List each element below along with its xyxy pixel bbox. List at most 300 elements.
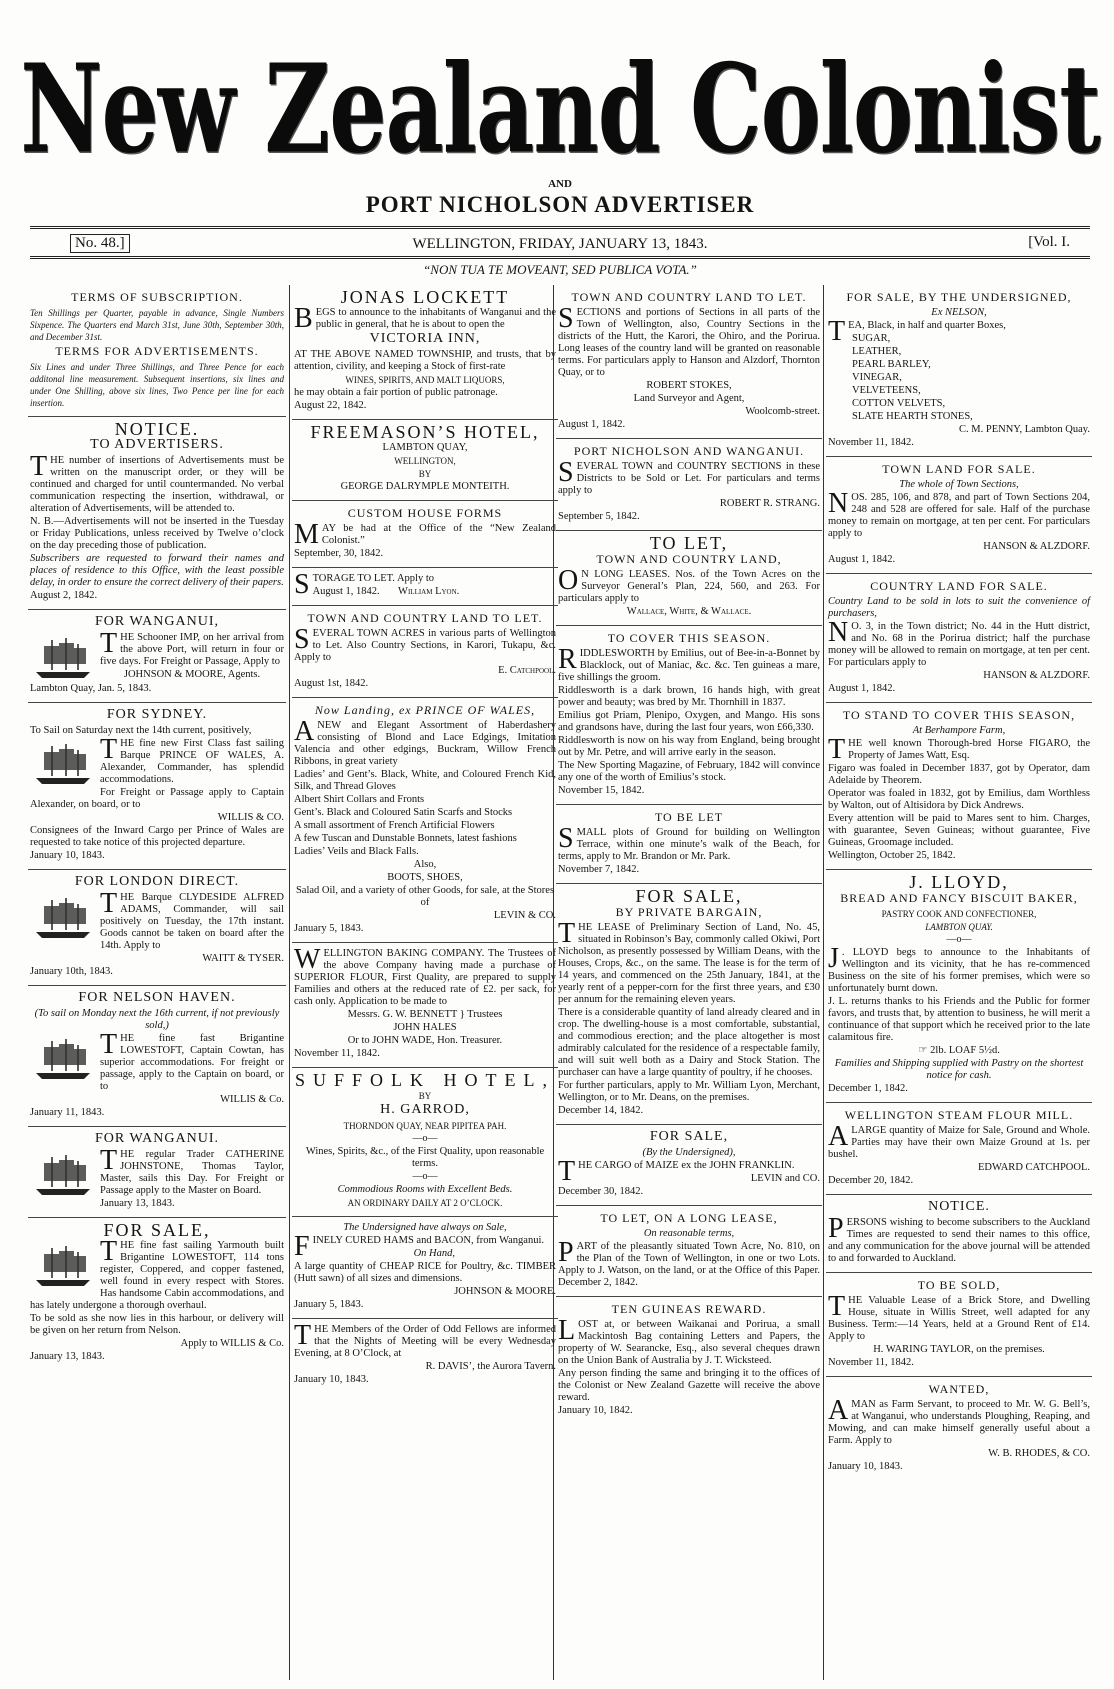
ad-on-hand: On Hand, (413, 1248, 455, 1259)
ad-text (828, 1213, 1090, 1265)
masthead (20, 0, 1100, 278)
ad-signature-2: Land Surveyor and Agent, (633, 393, 745, 404)
ad-body: O. 3, in the Town district; No. 44 in the Hutt district, and No. 68 in the Porirua district; half the purchase money will be allowed to remain on mortgage, at ten per cent. For particulars apply to (828, 621, 1090, 668)
drop-cap: T (100, 628, 118, 659)
ad-heading: TO LET, ON A LONG LEASE, (600, 1211, 778, 1225)
ad-tolet (556, 531, 822, 626)
ad-heading: FOR WANGANUI, (95, 614, 219, 629)
ad-date: January 11, 1843. (30, 1107, 105, 1118)
ad-signature: ROBERT R. STRANG. (719, 498, 820, 509)
ad-text-4: Every attention will be paid to Mares sent to him. Charges, with guarantee, Seven Guineas; without guarantee, Five Guineas, Groomage included. (828, 813, 1090, 848)
ad-subheading: Country Land to be sold in lots to suit the convenience of purchasers, (828, 596, 1090, 619)
ad-text (294, 303, 556, 334)
goods-item: COTTON VELVETS, (852, 398, 946, 409)
ad-heading: TEN GUINEAS REWARD. (611, 1302, 767, 1316)
ad-signature: EDWARD CATCHPOOL. (977, 1162, 1090, 1173)
inn-name: VICTORIA INN, (369, 331, 481, 346)
terms-advert-heading: TERMS FOR ADVERTISEMENTS. (55, 344, 259, 358)
ad-text (294, 1320, 556, 1360)
ad-proprietor: H. GARROD, (380, 1102, 470, 1117)
goods-item: PEARL BARLEY, (852, 359, 931, 370)
ad-body: HE Members of the Order of Odd Fellows are informed that the Nights of Meeting will be every Wednesday Evening, at 8 O’Clock, at (294, 1324, 556, 1359)
goods-item: A small assortment of French Artificial Flowers (294, 820, 495, 831)
ad-prince-of-wales (292, 698, 558, 943)
drop-cap: T (100, 888, 118, 919)
trustee-line: Messrs. G. W. BENNETT } Trustees (347, 1009, 503, 1020)
ad-sale-okiwi (556, 884, 822, 1125)
ad-body: INELY CURED HAMS and BACON, from Wanganui. (312, 1235, 544, 1246)
drop-cap: T (294, 1320, 312, 1351)
ad-townland (292, 606, 558, 698)
drop-cap: T (100, 1145, 118, 1176)
ad-body: MAN as Farm Servant, to proceed to Mr. W. G. Bell’s, at Wanganui, who understands Ploughing, Reaping, and Mowing, and can make himself generally useful about a Farm. Apply to (828, 1399, 1090, 1446)
ad-signature: Wallace, White, & Wallace. (626, 606, 752, 617)
column-2 (292, 285, 558, 1685)
ad-body: AY be had at the Office of the “New Zealand Colonist.” (321, 523, 556, 546)
ad-date: November 11, 1842. (294, 1048, 380, 1059)
ad-signature: C. M. PENNY, Lambton Quay. (959, 424, 1090, 435)
ad-heading: TO LET, (649, 533, 729, 553)
ad-line: BY (418, 469, 432, 479)
ornament: —o— (412, 1171, 438, 1182)
drop-cap: T (828, 316, 846, 347)
ad-heading: PORT NICHOLSON AND WANGANUI. (573, 444, 805, 458)
goods-item: SLATE HEARTH STONES, (852, 411, 973, 422)
ship-icon (32, 1151, 96, 1199)
ad-signature: Apply to WILLIS & Co. (180, 1338, 284, 1349)
ad-lead: The Undersigned have always on Sale, (343, 1222, 507, 1233)
ship-icon (32, 1035, 96, 1083)
ad-subheading: (By the Undersigned), (642, 1147, 736, 1158)
ad-subheading: BREAD AND FANCY BISCUIT BAKER, (840, 891, 1078, 905)
ad-body: LARGE quantity of Maize for Sale, Ground and Whole. Parties may have their own Maize Ground at 1s. per bushel. (828, 1125, 1090, 1160)
ad-heading: TO COVER THIS SEASON. (607, 631, 771, 645)
ad-tobelet (556, 805, 822, 884)
ad-date: January 5, 1843. (294, 1299, 364, 1310)
ad-date: August 1, 1842. (828, 554, 896, 565)
ad-line: GEORGE DALRYMPLE MONTEITH. (340, 481, 510, 492)
ad-address: THORNDON QUAY, NEAR PIPITEA PAH. (343, 1121, 507, 1131)
ad-text-3: Operator was foaled in 1832, got by Emilius, dam Worthless by Walton, out of Altisidora by Dick Andrews. (828, 788, 1090, 811)
masthead-rule-top (30, 226, 1090, 229)
ad-heading: TO STAND TO COVER THIS SEASON, (842, 708, 1076, 722)
notice-heading: NOTICE. (114, 419, 200, 439)
loaf-price-text: 2lb. LOAF 5½d. (930, 1045, 1000, 1056)
drop-cap: B (294, 303, 313, 334)
ad-heading: TO BE SOLD, (917, 1278, 1001, 1292)
ad-text (558, 1237, 820, 1289)
ad-date: August 1, 1842. (312, 586, 380, 597)
ad-body: . LLOYD begs to announce to the Inhabitants of Wellington and its vicinity, that he has re-commenced Business on the site of his former premises, which were so unfortunately burnt down. (828, 947, 1090, 994)
ad-text-2: To be sold as she now lies in this harbour, or delivery will be given on her return from Nelson. (30, 1313, 284, 1336)
ad-date: November 11, 1842. (828, 437, 914, 448)
notice-para (30, 451, 284, 515)
ad-text-4: he may obtain a fair portion of public patronage. (294, 387, 498, 398)
ad-date: December 1, 1842. (828, 1083, 908, 1094)
drop-cap: R (558, 644, 577, 675)
ad-reward (556, 1297, 822, 1424)
ad-text (294, 624, 556, 664)
issue-date: WELLINGTON, FRIDAY, JANUARY 13, 1843. (412, 236, 708, 252)
drop-cap: T (100, 1236, 118, 1267)
drop-cap: S (558, 303, 574, 334)
ad-text (828, 734, 1090, 765)
column-1 (28, 285, 286, 1685)
drop-cap: P (558, 1237, 574, 1268)
ad-heading: FOR SALE, BY THE UNDERSIGNED, (846, 290, 1072, 304)
drop-cap: S (294, 624, 310, 655)
ad-text (294, 716, 556, 768)
ad-body: HE CARGO of MAIZE ex the JOHN FRANKLIN. (578, 1160, 795, 1171)
ad-date: September 5, 1842. (558, 511, 640, 522)
ad-signature: WILLIS & CO. (217, 812, 284, 823)
ad-country-land (826, 574, 1092, 703)
column-rule (289, 285, 290, 1680)
column-rule (823, 285, 824, 1680)
ad-text (828, 617, 1090, 669)
ad-date: January 13, 1843. (30, 1351, 105, 1362)
drop-cap: J (828, 943, 839, 974)
ad-text-3: WINES, SPIRITS, AND MALT LIQUORS, (345, 375, 505, 385)
ad-text-3: For further particulars, apply to Mr. William Lyon, Merchant, Wellington, or to Mr. Deans, on the premises. (558, 1080, 820, 1103)
drop-cap: P (828, 1213, 844, 1244)
ad-text (558, 1315, 820, 1367)
ad-text (828, 1121, 1090, 1161)
goods-item: A few Tuscan and Dunstable Bonnets, latest fashions (294, 833, 517, 844)
ad-subheading: Ex NELSON, (931, 307, 987, 318)
ad-heading: J. LLOYD, (909, 872, 1009, 892)
ad-body: HE LEASE of Preliminary Section of Land, No. 45, situated in Robinson’s Bay, commonly called Okiwi, Port Nicholson, as presently possessed by William Deans, with the Houses, Crops, &c., on the same. The lease is for the term of 14 years, and commenced on the 25th January, 1841, at the yearly rent of a pepper-corn for the first three years, and £30 per annum for the remaining eleven years. (558, 922, 820, 1005)
ad-customs (292, 501, 558, 568)
ad-body: EGS to announce to the inhabitants of Wanganui and the public in general, that he is about to open the (315, 307, 556, 330)
ad-lead: (To sail on Monday next the 16th current, if not previously sold,) (34, 1008, 280, 1031)
ad-subheading: On reasonable terms, (643, 1228, 735, 1239)
ad-signature: WAITT & TYSER. (202, 953, 284, 964)
ad-text-2: Salad Oil, and a variety of other Goods, for sale, at the Stores of (295, 885, 555, 908)
goods-item: VELVETEENS, (852, 385, 921, 396)
ad-body: TORAGE TO LET. Apply to (312, 573, 435, 584)
newspaper-subtitle: PORT NICHOLSON ADVERTISER (365, 192, 755, 217)
ad-cover-riddlesworth (556, 626, 822, 805)
ad-body: ART of the pleasantly situated Town Acre, No. 810, on the Plan of the Town of Wellington, in one or two Lots. Apply to J. Watson, on the land, or at the Office of this Paper. December 2, 1842. (558, 1241, 820, 1288)
ad-date: December 20, 1842. (828, 1175, 914, 1186)
ad-signature: William Lyon. (398, 586, 460, 597)
ad-text-3: Families and Shipping supplied with Pastry on the shortest notice for cash. (834, 1058, 1084, 1081)
ad-signature: WILLIS & Co. (220, 1094, 284, 1105)
ad-body: MALL plots of Ground for building on Wellington Terrace, within one minute’s walk of the Beach, for terms, apply to Mr. Brandon or Mr. Park. (558, 827, 820, 862)
ad-to-be-sold (826, 1273, 1092, 1377)
terms-subscription-heading: TERMS OF SUBSCRIPTION. (71, 290, 243, 304)
drop-cap: T (828, 734, 846, 765)
ad-subheading: At Berhampore Farm, (912, 725, 1006, 736)
ad-oddfellows (292, 1319, 558, 1393)
ad-text (294, 944, 556, 1008)
drop-cap: A (828, 1121, 849, 1152)
ad-forsale-lowestoft (28, 1218, 286, 1370)
drop-cap: A (294, 716, 315, 747)
trustee-line: JOHN HALES (393, 1022, 457, 1033)
ad-long-lease (556, 1206, 822, 1297)
ad-lloyd (826, 870, 1092, 1103)
ad-date: Wellington, October 25, 1842. (828, 850, 956, 861)
ad-date: January 5, 1843. (294, 923, 364, 934)
ad-storage (292, 568, 558, 606)
ad-text: Wines, Spirits, &c., of the First Quality, upon reasonable terms. (305, 1146, 545, 1169)
ad-text-3: AN ORDINARY DAILY AT 2 O’CLOCK. (347, 1198, 503, 1208)
ad-heading: NOTICE. (928, 1199, 990, 1214)
drop-cap: N (828, 617, 849, 648)
ad-suffolk (292, 1068, 558, 1217)
ad-text (828, 1291, 1090, 1343)
ad-text-2: There is a considerable quantity of land already cleared and in crop. The dwelling-house is a most comfortable, substantial, and commodious erection; and the place altogether is most admirably calculated for the residence of a respectable family, and will suit well both as a Dairy and Stock Station. The purchaser can have a large quantity of poultry, if he chooses. (558, 1007, 820, 1078)
drop-cap: T (30, 451, 48, 482)
notice-text: HE number of insertions of Advertisements must be written on the manuscript order, or they will be continued and charged for until countermanded. No verbal communication respecting the insertion, withdrawal, or alteration of Advertisements, will be attended to. (30, 455, 284, 514)
drop-cap: F (294, 1231, 310, 1262)
ad-heading: COUNTRY LAND FOR SALE. (870, 579, 1048, 593)
terms-subscription-text: Ten Shillings per Quarter, payable in advance, Single Numbers Sixpence. The Quarters end March 31st, June 30th, September 30th, and December 31st. (30, 308, 284, 342)
notice-subscribers: Subscribers are requested to forward their names and places of residence to this Office, with the least possible delay, in order to ensure the correct delivery of their papers. (30, 553, 284, 588)
ad-text-2: J. L. returns thanks to his Friends and the Public for former favors, and trusts that, by attention to business, he will merit a continuance of that support which he received prior to the late calamitous fire. (828, 996, 1090, 1043)
ad-date: Lambton Quay, Jan. 5, 1843. (30, 683, 152, 694)
goods-item: SUGAR, (852, 333, 891, 344)
ad-heading: WANTED, (928, 1382, 990, 1396)
ad-heading: TOWN AND COUNTRY LAND TO LET. (307, 611, 543, 625)
column-3 (556, 285, 822, 1685)
ad-text (558, 457, 820, 497)
ad-body: ELLINGTON BAKING COMPANY. The Trustees of the above Company having made a purchase of SUPERIOR FLOUR, First Quality, are prepared to supply Families and others at the reduced rate of £2. per sack, for cash only. Application to be made to (294, 948, 556, 1007)
ship-icon (32, 1242, 96, 1290)
ad-boots: BOOTS, SHOES, (387, 872, 463, 883)
ad-town-land-sale (826, 457, 1092, 574)
ad-heading: FOR WANGANUI. (95, 1131, 219, 1146)
ad-subheading: TOWN AND COUNTRY LAND, (596, 552, 782, 566)
ad-text (828, 1395, 1090, 1447)
motto: “NON TUA TE MOVEANT, SED PUBLICA VOTA.” (423, 262, 697, 277)
ad-signature: LEVIN and CO. (750, 1173, 820, 1184)
ad-text (294, 519, 556, 550)
ad-body: IDDLESWORTH by Emilius, out of Bee-in-a-Bonnet by Blacklock, out of Maniac, &c. &c. Ten guineas a mare, five shillings the groom. (558, 648, 820, 683)
ad-wanganui-imp (28, 610, 286, 703)
ad-heading: FOR NELSON HAVEN. (78, 990, 236, 1005)
ad-lead: To Sail on Saturday next the 14th current, positively, (30, 725, 252, 736)
ad-date: January 10th, 1843. (30, 966, 113, 977)
ad-signature: ROBERT STOKES, (646, 380, 732, 391)
ad-signature: JOHNSON & MOORE. (454, 1286, 556, 1297)
ad-body: HE Valuable Lease of a Brick Store, and Dwelling House, situate in Willis Street, well adapted for any Business. Term:—14 Years, held at a Ground Rent of £14. Apply to (828, 1295, 1090, 1342)
drop-cap: A (828, 1395, 849, 1426)
ornament: —o— (946, 934, 972, 945)
ad-heading: FREEMASON’S HOTEL, (310, 422, 540, 442)
ad-text (558, 303, 820, 379)
goods-item: LEATHER, (852, 346, 902, 357)
ad-wanted (826, 1377, 1092, 1480)
ad-heading: CUSTOM HOUSE FORMS (347, 506, 503, 520)
notice-nb: N. B.—Advertisements will not be inserted in the Tuesday or Friday Publications, unless received by Twelve o’clock on the day preceding those of publication. (30, 516, 284, 551)
ad-body: N LONG LEASES. Nos. of the Town Acres on the Surveyor General’s Plan, 224, 560, and 263. For particulars apply to (558, 569, 820, 604)
newspaper-title: New Zealand Colonist (20, 38, 1100, 182)
loaf-price (828, 1045, 1090, 1057)
ad-text-2: Figaro was foaled in December 1837, got by Operator, dam Adelaide by Theorem. (828, 763, 1090, 786)
ad-nelson-goods (826, 285, 1092, 457)
ad-date: September, 30, 1842. (294, 548, 384, 559)
ad-body: HE fine fast sailing Yarmouth built Brigantine LOWESTOFT, 114 tons register, Coppered, and copper fastened, well found in every respect with Stores. Has handsome Cabin accommodations, and has lately undergone a thorough overhaul. (30, 1240, 284, 1311)
ad-text (558, 644, 820, 684)
ship-icon (32, 634, 96, 682)
title-and: AND (548, 178, 572, 190)
ad-subheading-3: LAMBTON QUAY. (925, 922, 993, 932)
ad-lockett (292, 285, 558, 420)
ad-date: January 13, 1843. (100, 1198, 175, 1209)
ad-nelson (28, 986, 286, 1127)
ad-signature-3: Woolcomb-street. (745, 406, 820, 417)
ad-heading: FOR SALE, (635, 886, 743, 906)
column-4 (826, 285, 1092, 1685)
ad-text-5: The New Sporting Magazine, of February, 1842 will convince any one of the worth of Emilius’s stock. (558, 760, 820, 783)
ad-subheading: The whole of Town Sections, (899, 479, 1019, 490)
ad-body: EVERAL TOWN ACRES in various parts of Wellington to Let. Also Country Sections, in Karori, Tukapu, &c. Apply to (294, 628, 556, 663)
ad-body: ECTIONS and portions of Sections in all parts of the Town of Wellington, also, Country Sections in the districts of the Hutt, the Karori, the Ohiro, and the Porirua. Long leases of the country land will be granted on reasonable terms. For particulars apply to Hanson and Alzdorf, Thornton Quay, or to (558, 307, 820, 378)
ad-body: HE fine new First Class fast sailing Barque PRINCE OF WALES, A. Alexander, Commander, has splendid accommodations. (100, 738, 284, 785)
ad-date: November 7, 1842. (558, 864, 640, 875)
ship-icon (32, 740, 96, 788)
ad-text-2: For Freight or Passage apply to Captain Alexander, on board, or to (30, 787, 284, 810)
ad-body: OS. 285, 106, and 878, and part of Town Sections 204, 248 and 528 are offered for sale. Half of the purchase money to remain on mortgage, at ten per cent. For particulars apply to (828, 492, 1090, 539)
ad-notice-auckland (826, 1195, 1092, 1273)
drop-cap: O (558, 565, 579, 596)
ad-text-4: Riddlesworth is now on his way from England, being brought out by Mr. Petre, and will arrive early in the season. (558, 735, 820, 758)
ad-text (558, 918, 820, 1006)
ad-date: November 15, 1842. (558, 785, 645, 796)
ad-signature: HANSON & ALZDORF. (983, 541, 1090, 552)
drop-cap: T (100, 1029, 118, 1060)
ad-date: November 11, 1842. (828, 1357, 914, 1368)
ad-signature: H. WARING TAYLOR, on the premises. (873, 1344, 1045, 1355)
ad-body: HE Schooner IMP, on her arrival from the above Port, will return in four or five days. For Freight or Passage, Apply to (100, 632, 284, 667)
drop-cap: T (558, 918, 576, 949)
ad-townland-stokes (556, 285, 822, 439)
ad-baking (292, 943, 558, 1068)
drop-cap: M (294, 519, 319, 550)
ad-date: January 10, 1842. (558, 1405, 633, 1416)
ad-date-sig (294, 586, 556, 598)
goods-item-text: EA, Black, in half and quarter Boxes, (848, 320, 1006, 331)
drop-cap: L (558, 1315, 576, 1346)
ad-line: WELLINGTON, (394, 456, 456, 466)
notice-date: August 2, 1842. (30, 590, 98, 601)
ornament: —o— (412, 1133, 438, 1144)
ad-date: August 1st, 1842. (294, 678, 369, 689)
terms-advert-text: Six Lines and under Three Shillings, and Three Pence for each additonal line measurement. Subsequent insertions, six lines and under One Shilling, above six lines, Two Pence per line for each insertion. (30, 362, 284, 408)
ad-heading: TOWN LAND FOR SALE. (882, 462, 1036, 476)
ad-subheading-2: PASTRY COOK AND CONFECTIONER, (881, 909, 1037, 919)
ad-date: December 30, 1842. (558, 1186, 644, 1197)
ship-icon (32, 894, 96, 942)
drop-cap: S (294, 569, 310, 600)
ad-heading: TO BE LET (654, 810, 724, 824)
goods-item: Ladies’ Veils and Black Falls. (294, 846, 419, 857)
ad-date: August 1, 1842. (558, 419, 626, 430)
ad-text-2: Riddlesworth is a dark brown, 16 hands high, with great power and beauty; was bred by Mr. Thornhill in 1837. (558, 685, 820, 708)
dateline (30, 234, 1090, 254)
ad-text-2: A large quantity of CHEAP RICE for Poultry, &c. TIMBER (Hutt sawn) of all sizes and dimensions. (294, 1261, 556, 1284)
ad-body: ERSONS wishing to become subscribers to the Auckland Times are requested to send their names to this office, and any communication for the above journal will be attended to and forwarded to Auckland. (828, 1217, 1090, 1264)
ad-heading: WELLINGTON STEAM FLOUR MILL. (844, 1108, 1074, 1122)
ad-freemason (292, 420, 558, 501)
drop-cap: S (558, 823, 574, 854)
ad-text-2: AT THE ABOVE NAMED TOWNSHIP, and trusts, that by attention, civility, and keeping a Stock of first-rate (294, 349, 556, 372)
notice-advertisers (28, 417, 286, 610)
ad-text (828, 943, 1090, 995)
ad-heading: Now Landing, ex PRINCE OF WALES, (314, 703, 536, 717)
ad-body: OST at, or between Waikanai and Porirua, a small Mackintosh Bag containing Letters and Papers, the property of W. Searancke, Esq., also several cheques drawn on the Union Bank of Australia by J. T. Wicksteed. (558, 1319, 820, 1366)
ad-sydney (28, 703, 286, 870)
ad-port-nicholson (556, 439, 822, 531)
goods-item: Albert Shirt Collars and Fronts (294, 794, 425, 805)
ad-heading: TOWN AND COUNTRY LAND TO LET. (571, 290, 807, 304)
goods-item: Gent’s. Black and Coloured Satin Scarfs and Stocks (294, 807, 513, 818)
ad-hams (292, 1217, 558, 1319)
drop-cap: T (828, 1291, 846, 1322)
ad-text-3: Emilius got Priam, Plenipo, Oxygen, and Mango. His sons and grandsons have, during the last four years, won £66,330. (558, 710, 820, 733)
ad-date: January 10, 1843. (828, 1461, 903, 1472)
ad-text-2: Commodious Rooms with Excellent Beds. (337, 1184, 513, 1195)
ad-date: August 22, 1842. (294, 400, 367, 411)
ad-body: HE fine fast Brigantine LOWESTOFT, Captain Cowtan, has superior accommodations. For freight or passage, apply to the Captain on board, or to (100, 1033, 284, 1092)
ad-text-3: Consignees of the Inward Cargo per Prince of Wales are requested to take notice of this projected departure. (30, 825, 284, 848)
terms-box (28, 285, 286, 417)
notice-subheading: TO ADVERTISERS. (90, 437, 224, 452)
ad-text (828, 488, 1090, 540)
masthead-rule-bottom (30, 256, 1090, 259)
ad-date: August 1, 1842. (828, 683, 896, 694)
ad-heading: FOR SALE, (103, 1220, 211, 1240)
drop-cap: T (100, 734, 118, 765)
ad-body: HE Barque CLYDESIDE ALFRED ADAMS, Commander, will sail positively on Tuesday, the 17th instant. Goods cannot be taken on board after the 14th. Apply to (100, 892, 284, 951)
ad-text (558, 823, 820, 863)
ad-date: January 10, 1843. (30, 850, 105, 861)
drop-cap: W (294, 944, 321, 975)
ad-signature: R. DAVIS’, the Aurora Tavern. (425, 1361, 556, 1372)
ad-heading: FOR SALE, (649, 1129, 729, 1144)
ad-signature: LEVIN & CO. (493, 910, 556, 921)
volume-number: [Vol. I. (1028, 234, 1070, 250)
ad-signature: E. Catchpool. (498, 665, 556, 676)
ad-body: HE well known Thorough-bred Horse FIGARO, the Property of James Watt, Esq. (848, 738, 1090, 761)
ad-subheading: BY PRIVATE BARGAIN, (615, 905, 763, 919)
ad-heading: SUFFOLK HOTEL, (294, 1070, 555, 1090)
ad-body: HE regular Trader CATHERINE JOHNSTONE, Thomas Taylor, Master, sails this Day. For Freight or Passage apply to the Master on Board. (100, 1149, 284, 1196)
ad-text-2: Any person finding the same and bringing it to the offices of the Colonist or New Zealand Gazette will receive the above reward. (558, 1368, 820, 1403)
trustee-line: Or to JOHN WADE, Hon. Treasurer. (347, 1035, 503, 1046)
ad-date: January 10, 1843. (294, 1374, 369, 1385)
ad-by: BY (418, 1091, 432, 1101)
ad-figaro (826, 703, 1092, 870)
ad-also: Also, (413, 859, 437, 870)
ad-signature: JOHNSON & MOORE, Agents. (123, 669, 261, 680)
issue-number: No. 48.] (70, 234, 130, 253)
drop-cap: S (558, 457, 574, 488)
ad-heading: FOR SYDNEY. (106, 707, 208, 722)
ad-flour-mill (826, 1103, 1092, 1195)
ad-line: LAMBTON QUAY, (382, 442, 468, 453)
hand-pointer-icon: ☞ (918, 1045, 928, 1056)
drop-cap: N (828, 488, 849, 519)
ad-heading: JONAS LOCKETT (340, 287, 510, 307)
ad-text (558, 565, 820, 605)
ad-heading: FOR LONDON DIRECT. (74, 874, 240, 889)
ad-signature: HANSON & ALZDORF. (983, 670, 1090, 681)
goods-item: VINEGAR, (852, 372, 902, 383)
